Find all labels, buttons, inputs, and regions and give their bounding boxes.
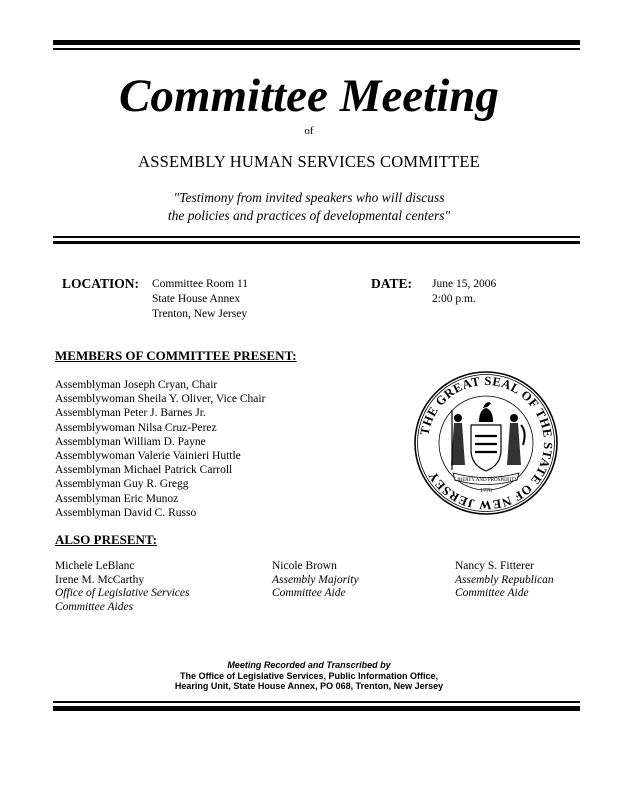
members-heading: MEMBERS OF COMMITTEE PRESENT: <box>55 348 297 363</box>
transcription-credit <box>0 660 618 692</box>
bottom-rule-thin <box>53 701 580 703</box>
staff-role: Committee Aides <box>55 600 134 613</box>
member-item: Assemblyman David C. Russo <box>55 506 197 519</box>
also-present-heading: ALSO PRESENT: <box>55 532 157 547</box>
also-present-group-republican <box>455 560 554 601</box>
staff-name: Irene M. McCarthy <box>55 573 145 586</box>
state-seal-icon <box>413 370 559 516</box>
seal-year: 1776 <box>480 488 492 494</box>
member-item: Assemblywoman Sheila Y. Oliver, Vice Chair <box>55 393 266 406</box>
top-rule-thin <box>53 48 580 50</box>
staff-role: Committee Aide <box>272 587 346 599</box>
member-item: Assemblywoman Valerie Vainieri Huttle <box>55 450 241 463</box>
footer-line-2: The Office of Legislative Services, Public Information Office, <box>179 670 439 681</box>
also-present-group-ols <box>55 560 189 614</box>
date-line: 2:00 p.m. <box>432 293 476 305</box>
also-present-group-majority <box>272 560 359 601</box>
staff-name: Michele LeBlanc <box>55 560 135 572</box>
footer-line-3: Hearing Unit, State House Annex, PO 068, Trenton, New Jersey <box>174 681 444 691</box>
footer-line-1: Meeting Recorded and Transcribed by <box>227 660 391 670</box>
location-line: Trenton, New Jersey <box>152 308 248 320</box>
member-item: Assemblyman Guy R. Gregg <box>55 478 189 491</box>
topic-line-2: the policies and practices of developmental centers" <box>167 208 451 223</box>
meeting-topic <box>0 189 618 225</box>
committee-name: ASSEMBLY HUMAN SERVICES COMMITTEE <box>138 152 480 171</box>
member-item: Assemblywoman Nilsa Cruz-Perez <box>55 421 217 434</box>
topic-line-1: "Testimony from invited speakers who will discuss <box>173 190 445 205</box>
location-line: State House Annex <box>152 293 241 305</box>
members-list <box>55 378 265 520</box>
location-value <box>152 277 248 322</box>
staff-role: Committee Aide <box>455 587 529 599</box>
of-text: of <box>304 125 314 137</box>
member-item: Assemblyman Peter J. Barnes Jr. <box>55 407 206 420</box>
staff-name: Nancy S. Fitterer <box>455 560 534 572</box>
date-label: DATE: <box>371 276 413 291</box>
location-label: LOCATION: <box>62 276 140 291</box>
document-title: Committee Meeting <box>119 70 499 122</box>
date-value <box>432 277 496 307</box>
top-rule-thick <box>53 40 580 45</box>
staff-role: Assembly Republican <box>455 573 554 586</box>
member-item: Assemblyman Eric Munoz <box>55 492 179 505</box>
seal-motto: LIBERTY AND PROSPERITY <box>454 478 518 483</box>
location-line: Committee Room 11 <box>152 278 249 290</box>
member-item: Assemblyman William D. Payne <box>55 435 206 448</box>
member-item: Assemblyman Joseph Cryan, Chair <box>55 379 218 391</box>
member-item: Assemblyman Michael Patrick Carroll <box>55 464 233 477</box>
staff-role: Assembly Majority <box>272 573 359 586</box>
date-line: June 15, 2006 <box>432 278 497 290</box>
staff-role: Office of Legislative Services <box>55 587 190 599</box>
bottom-rule-thick <box>53 706 580 711</box>
seal-ring-text: THE GREAT SEAL OF THE STATE OF NEW JERSEY <box>417 373 556 513</box>
mid-rule-thick <box>53 241 580 244</box>
staff-name: Nicole Brown <box>272 560 337 572</box>
mid-rule-thin <box>53 236 580 238</box>
